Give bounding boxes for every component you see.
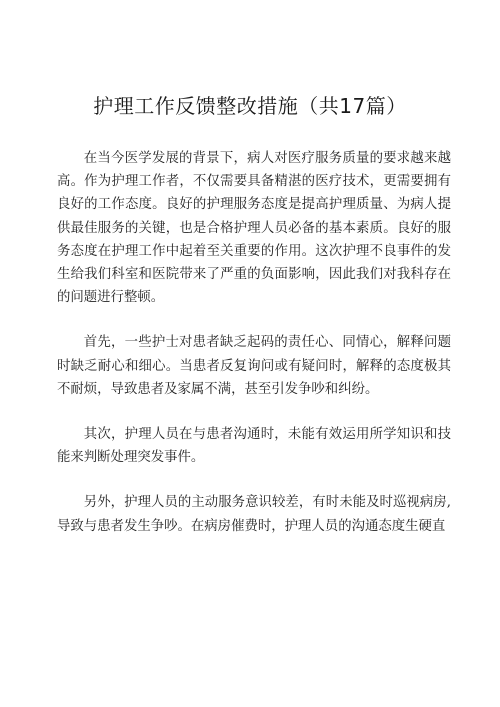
paragraph-first-issue: 首先，一些护士对患者缺乏起码的责任心、同情心，解释问题时缺乏耐心和细心。当患者反复询问或有疑问时，解释的态度极其不耐烦，导致患者及家属不满，甚至引发争吵和纠纷。 — [57, 335, 451, 397]
paragraph-second-issue: 其次，护理人员在与患者沟通时，未能有效运用所学知识和技能来判断处理突发事件。 — [57, 427, 451, 466]
document-body — [57, 147, 451, 560]
paragraph-other-issue: 另外，护理人员的主动服务意识较差，有时未能及时巡视病房,导致与患者发生争吵。在病房催费时，护理人员的沟通态度生硬直 — [57, 495, 451, 534]
document-title: 护理工作反馈整改措施（共17篇） — [93, 94, 407, 118]
paragraph-intro: 在当今医学发展的背景下，病人对医疗服务质量的要求越来越高。作为护理工作者，不仅需要具备精湛的医疗技术，更需要拥有良好的工作态度。良好的护理服务态度是提高护理质量、为病人提供最佳服务的关键，也是合格护理人员必备的基本素质。良好的服务态度在护理工作中起着至关重要的作用。这次护理不良事件的发生给我们科室和医院带来了严重的负面影响，因此我们对我科存在的问题进行整顿。 — [57, 151, 451, 306]
